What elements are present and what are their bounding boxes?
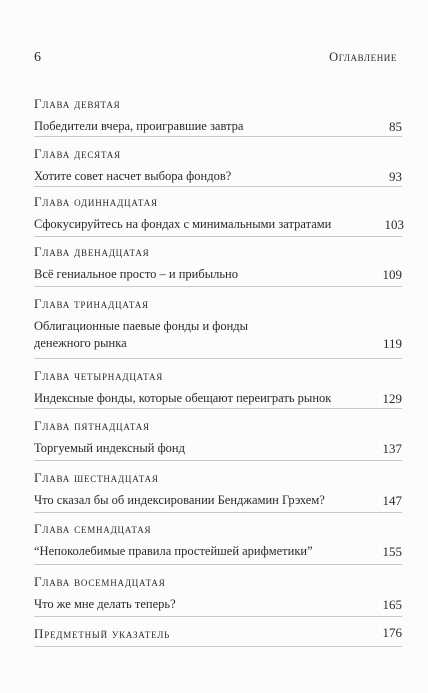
divider xyxy=(34,286,402,287)
chapter-page-number: 147 xyxy=(382,493,402,508)
chapter-heading: Глава восемнадцатая xyxy=(34,574,166,589)
chapter-entry-title: Хотите совет насчет выбора фондов? xyxy=(34,169,232,183)
chapter-entry xyxy=(34,596,402,613)
divider xyxy=(34,646,402,647)
divider xyxy=(34,564,402,565)
divider xyxy=(34,358,402,359)
toc-chapter-15 xyxy=(34,418,402,457)
chapter-page-number: 93 xyxy=(389,169,402,184)
toc-chapter-17 xyxy=(34,521,402,560)
toc-chapter-9 xyxy=(34,96,402,135)
toc-chapter-13 xyxy=(34,296,402,352)
chapter-page-number: 155 xyxy=(382,544,402,559)
chapter-page-number: 137 xyxy=(382,441,402,456)
chapter-entry xyxy=(34,168,402,185)
chapter-entry-title: Всё гениальное просто – и прибыльно xyxy=(34,267,238,281)
chapter-entry xyxy=(34,216,402,233)
toc-chapter-10 xyxy=(34,146,402,185)
toc-chapter-12 xyxy=(34,244,402,283)
chapter-heading: Глава одиннадцатая xyxy=(34,194,158,209)
index-heading: Предметный указатель xyxy=(34,626,171,641)
index-page-number: 176 xyxy=(382,625,402,640)
chapter-entry xyxy=(34,266,402,283)
chapter-entry-title-line-2: денежного рынка xyxy=(34,336,127,350)
chapter-entry xyxy=(34,543,402,560)
chapter-entry-title: “Непоколебимые правила простейшей арифметики” xyxy=(34,544,313,558)
chapter-entry xyxy=(34,390,402,407)
chapter-entry-title: Сфокусируйтесь на фондах с минимальными затратами xyxy=(34,217,332,231)
chapter-heading: Глава шестнадцатая xyxy=(34,470,159,485)
chapter-entry xyxy=(34,492,402,509)
page-number: 6 xyxy=(34,50,41,65)
chapter-heading: Глава девятая xyxy=(34,96,121,111)
toc-chapter-18 xyxy=(34,574,402,613)
chapter-heading: Глава пятнадцатая xyxy=(34,418,150,433)
chapter-page-number: 129 xyxy=(382,391,402,406)
chapter-entry-title: Что сказал бы об индексировании Бенджамин Грэхем? xyxy=(34,493,325,507)
toc-chapter-14 xyxy=(34,368,402,407)
chapter-page-number: 103 xyxy=(384,217,404,232)
divider xyxy=(34,186,402,187)
chapter-entry-title: Индексные фонды, которые обещают переиграть рынок xyxy=(34,391,332,405)
chapter-entry xyxy=(34,440,402,457)
chapter-page-number: 165 xyxy=(382,597,402,612)
divider xyxy=(34,512,402,513)
chapter-page-number: 85 xyxy=(389,119,402,134)
divider xyxy=(34,616,402,617)
divider xyxy=(34,136,402,137)
chapter-entry xyxy=(34,118,402,135)
chapter-entry-title: Торгуемый индексный фонд xyxy=(34,441,185,455)
chapter-heading: Глава десятая xyxy=(34,146,121,161)
chapter-heading: Глава тринадцатая xyxy=(34,296,149,311)
divider xyxy=(34,460,402,461)
chapter-heading: Глава семнадцатая xyxy=(34,521,152,536)
chapter-entry xyxy=(34,318,402,352)
chapter-entry-title-line-1: Облигационные паевые фонды и фонды xyxy=(34,319,249,333)
chapter-entry-title: Что же мне делать теперь? xyxy=(34,597,176,611)
running-header-title: Оглавление xyxy=(329,50,397,64)
chapter-heading: Глава двенадцатая xyxy=(34,244,150,259)
chapter-page-number: 109 xyxy=(382,267,402,282)
divider xyxy=(34,236,402,237)
chapter-entry-title: Победители вчера, проигравшие завтра xyxy=(34,119,244,133)
toc-chapter-11 xyxy=(34,194,402,233)
chapter-page-number: 119 xyxy=(382,336,402,351)
toc-chapter-16 xyxy=(34,470,402,509)
toc-index xyxy=(34,625,402,643)
divider xyxy=(34,408,402,409)
chapter-heading: Глава четырнадцатая xyxy=(34,368,164,383)
